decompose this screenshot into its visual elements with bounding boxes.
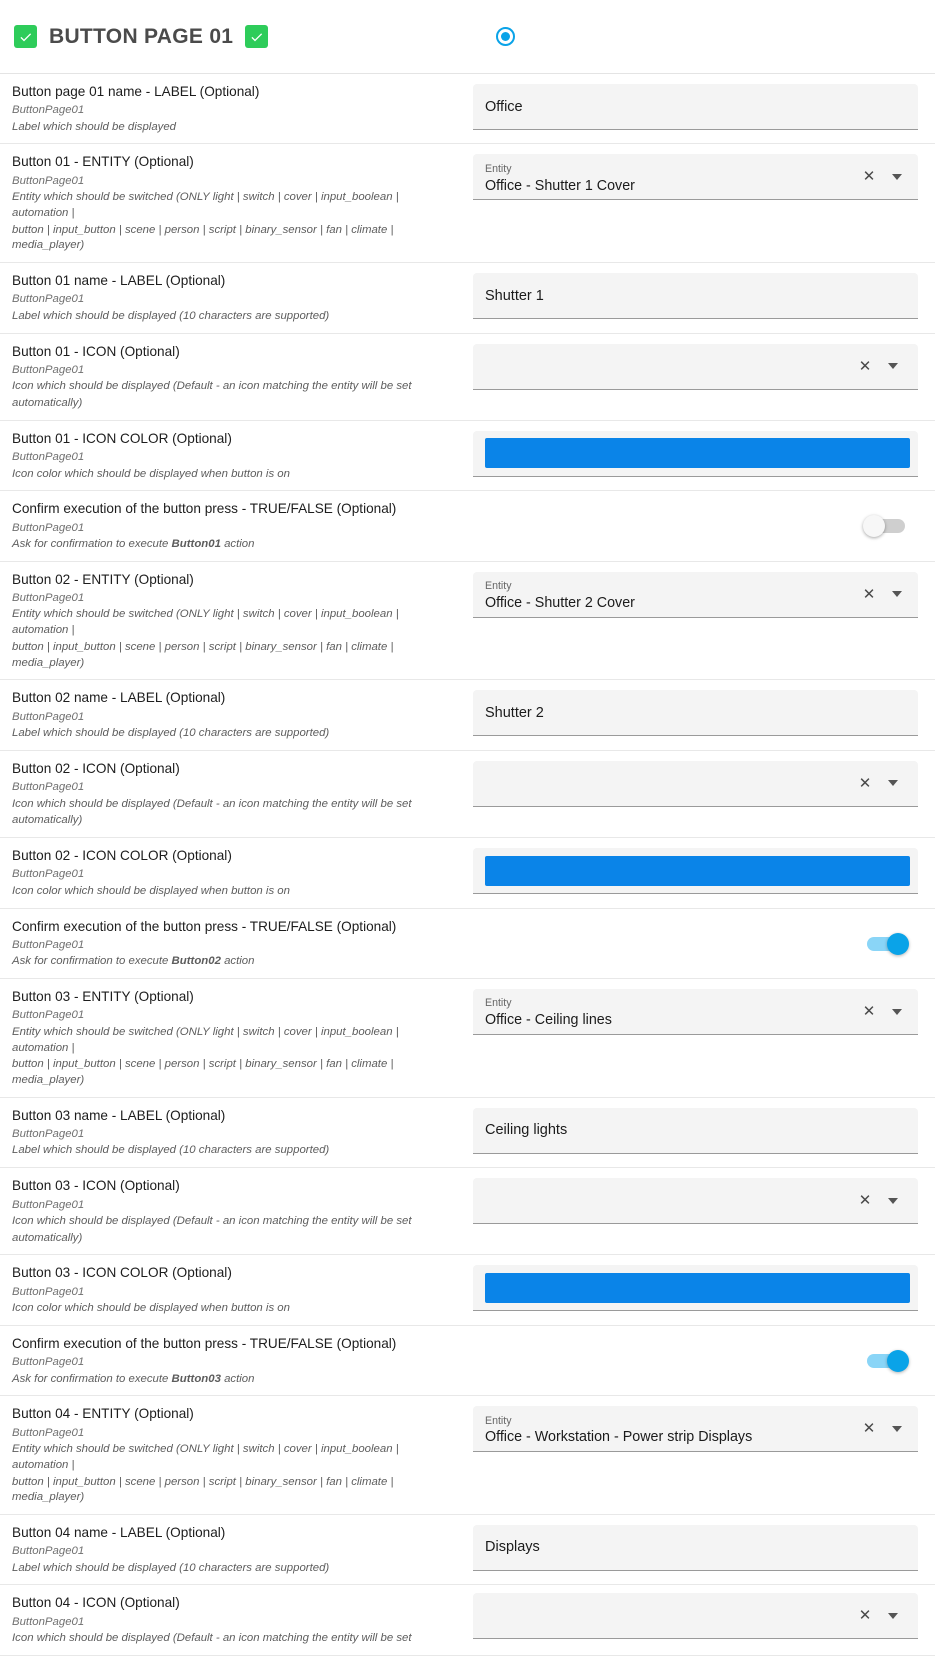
desc-bold: Button01 — [171, 538, 221, 551]
chevron-down-icon[interactable] — [880, 1603, 906, 1629]
close-icon[interactable]: ✕ — [862, 1003, 876, 1021]
field-label-block — [0, 1326, 470, 1395]
field-label-block — [0, 1255, 470, 1324]
field-row — [0, 680, 935, 750]
chevron-down-icon[interactable] — [884, 164, 910, 190]
entity-picker[interactable] — [473, 1406, 918, 1452]
entity-caption: Entity — [485, 580, 512, 593]
field-control — [470, 263, 935, 332]
input-value: Displays — [485, 1539, 540, 1556]
entity-caption: Entity — [485, 1414, 512, 1427]
color-swatch[interactable] — [485, 856, 910, 886]
field-row — [0, 1326, 935, 1396]
icon-color-picker[interactable] — [473, 848, 918, 894]
field-description: Icon color which should be displayed when button is on — [12, 1302, 290, 1315]
field-description-cont: automatically) — [12, 814, 83, 827]
field-label: Button 04 name - LABEL (Optional) — [12, 1524, 226, 1540]
field-label-block — [0, 680, 470, 749]
chevron-down-icon[interactable] — [884, 999, 910, 1025]
entity-value: Office - Shutter 2 Cover — [485, 594, 635, 611]
field-description-cont: button | input_button | scene | person | script | binary_sensor | fan | climate | media_player) — [12, 1475, 394, 1504]
field-control — [470, 562, 935, 680]
field-label-block — [0, 1515, 470, 1584]
desc-post: action — [220, 955, 255, 968]
field-label: Button page 01 name - LABEL (Optional) — [12, 84, 260, 99]
button-name-input[interactable] — [473, 1108, 918, 1154]
field-prefix: ButtonPage01 — [12, 1615, 85, 1628]
field-description: Icon which should be displayed (Default - an icon matching the entity will be set — [12, 1214, 412, 1227]
field-label-block — [0, 1396, 470, 1514]
field-control — [470, 751, 935, 837]
page-radio[interactable] — [496, 27, 515, 46]
field-description: Entity which should be switched (ONLY light | switch | cover | input_boolean | automation | — [12, 1025, 399, 1054]
field-control — [470, 1168, 935, 1254]
chevron-down-icon[interactable] — [880, 353, 906, 379]
field-description-cont: button | input_button | scene | person | script | binary_sensor | fan | climate | media_player) — [12, 1058, 394, 1086]
icon-value — [485, 364, 846, 368]
field-prefix: ButtonPage01 — [12, 1356, 85, 1369]
field-row — [0, 909, 935, 979]
field-prefix: ButtonPage01 — [12, 592, 85, 605]
field-description-cont: automatically) — [12, 397, 83, 410]
field-label: Confirm execution of the button press - TRUE/FALSE (Optional) — [12, 918, 397, 934]
field-description — [12, 954, 458, 970]
field-row — [0, 1396, 935, 1515]
field-control — [470, 334, 935, 420]
field-description: Label which should be displayed — [12, 120, 177, 133]
field-row — [0, 1255, 935, 1325]
field-description — [12, 537, 458, 553]
close-icon[interactable]: ✕ — [862, 585, 876, 603]
input-value: Ceiling lights — [485, 1122, 568, 1139]
toggle-knob[interactable] — [863, 515, 885, 537]
icon-picker[interactable] — [473, 1593, 918, 1639]
desc-pre: Ask for confirmation to execute — [12, 955, 172, 968]
field-control — [470, 1255, 935, 1324]
field-prefix: ButtonPage01 — [12, 710, 85, 723]
field-label: Button 01 - ICON (Optional) — [12, 343, 180, 359]
icon-picker[interactable] — [473, 1178, 918, 1224]
radio-selected-icon[interactable] — [496, 27, 515, 46]
field-label: Button 02 - ICON (Optional) — [12, 760, 180, 776]
field-label: Button 03 - ICON (Optional) — [12, 1178, 180, 1194]
field-label-block — [0, 751, 470, 837]
field-label: Confirm execution of the button press - TRUE/FALSE (Optional) — [12, 1335, 397, 1351]
field-label-block — [0, 979, 470, 1097]
field-description — [12, 1372, 458, 1388]
field-prefix: ButtonPage01 — [12, 1009, 85, 1022]
field-label: Button 02 - ENTITY (Optional) — [12, 571, 194, 587]
desc-post: action — [220, 538, 255, 551]
icon-picker[interactable] — [473, 344, 918, 390]
field-label-block — [0, 1585, 470, 1654]
field-control — [470, 1585, 935, 1654]
entity-picker[interactable] — [473, 154, 918, 200]
field-label: Button 01 - ENTITY (Optional) — [12, 154, 194, 170]
field-label-block — [0, 1168, 470, 1254]
field-description: Entity which should be switched (ONLY light | switch | cover | input_boolean | automation | — [12, 191, 399, 219]
field-row — [0, 1098, 935, 1168]
field-row — [0, 144, 935, 263]
field-label: Button 03 - ENTITY (Optional) — [12, 989, 194, 1005]
desc-pre: Ask for confirmation to execute — [12, 1372, 172, 1385]
color-swatch[interactable] — [485, 1273, 910, 1303]
field-label-block — [0, 421, 470, 490]
field-description: Label which should be displayed (10 characters are supported) — [12, 727, 330, 740]
desc-bold: Button03 — [171, 1372, 221, 1385]
field-description: Label which should be displayed (10 characters are supported) — [12, 309, 330, 322]
entity-picker[interactable] — [473, 572, 918, 618]
field-label-block — [0, 263, 470, 332]
field-prefix: ButtonPage01 — [12, 363, 85, 376]
field-control — [470, 144, 935, 262]
field-control — [470, 491, 935, 560]
field-label: Button 01 - ICON COLOR (Optional) — [12, 430, 232, 446]
field-label: Button 02 - ICON COLOR (Optional) — [12, 848, 232, 864]
field-row — [0, 74, 935, 144]
field-description: Entity which should be switched (ONLY light | switch | cover | input_boolean | automation | — [12, 608, 399, 637]
field-label-block — [0, 909, 470, 978]
field-description: Entity which should be switched (ONLY light | switch | cover | input_boolean | automation | — [12, 1443, 399, 1471]
field-description-cont: button | input_button | scene | person | script | binary_sensor | fan | climate | media_player) — [12, 223, 394, 252]
desc-post: action — [220, 1372, 255, 1385]
field-control — [470, 838, 935, 907]
field-row — [0, 1515, 935, 1585]
close-icon[interactable]: ✕ — [858, 774, 872, 792]
field-control — [470, 1326, 935, 1395]
check-icon-right — [245, 25, 268, 48]
field-label-block — [0, 562, 470, 680]
field-label: Button 03 name - LABEL (Optional) — [12, 1107, 226, 1123]
input-value: Office — [485, 98, 523, 115]
close-icon[interactable]: ✕ — [862, 1420, 876, 1438]
close-icon[interactable]: ✕ — [858, 1192, 872, 1210]
field-control — [470, 1396, 935, 1514]
icon-value — [485, 1199, 846, 1203]
button-name-input[interactable] — [473, 690, 918, 736]
check-icon-left — [14, 25, 37, 48]
button-name-input[interactable] — [473, 273, 918, 319]
field-control — [470, 909, 935, 978]
entity-value: Office - Shutter 1 Cover — [485, 177, 635, 194]
field-control — [470, 1098, 935, 1167]
close-icon[interactable]: ✕ — [858, 1607, 872, 1625]
entity-picker[interactable] — [473, 989, 918, 1035]
field-label-block — [0, 144, 470, 262]
field-prefix: ButtonPage01 — [12, 781, 85, 794]
field-label-block — [0, 74, 470, 143]
chevron-down-icon[interactable] — [880, 770, 906, 796]
field-description-cont: button | input_button | scene | person | script | binary_sensor | fan | climate | media_player) — [12, 640, 394, 669]
field-row — [0, 263, 935, 333]
field-prefix: ButtonPage01 — [12, 1128, 85, 1141]
icon-color-picker[interactable] — [473, 1265, 918, 1311]
field-label-block — [0, 334, 470, 420]
field-prefix: ButtonPage01 — [12, 293, 85, 306]
field-label: Button 02 name - LABEL (Optional) — [12, 690, 226, 706]
field-row — [0, 979, 935, 1098]
desc-pre: Ask for confirmation to execute — [12, 538, 172, 551]
field-control — [470, 979, 935, 1097]
field-description: Label which should be displayed (10 characters are supported) — [12, 1561, 330, 1574]
field-description: Icon which should be displayed (Default - an icon matching the entity will be set — [12, 380, 412, 393]
field-row — [0, 1585, 935, 1655]
field-row — [0, 1168, 935, 1255]
field-prefix: ButtonPage01 — [12, 1545, 85, 1558]
field-row — [0, 838, 935, 908]
field-prefix: ButtonPage01 — [12, 104, 85, 117]
field-prefix: ButtonPage01 — [12, 451, 85, 464]
page-title: BUTTON PAGE 01 — [49, 24, 234, 48]
entity-value: Office - Ceiling lines — [485, 1012, 612, 1029]
field-description: Icon which should be displayed (Default - an icon matching the entity will be set — [12, 797, 412, 810]
field-prefix: ButtonPage01 — [12, 174, 85, 187]
field-row — [0, 562, 935, 681]
field-label: Button 04 - ICON (Optional) — [12, 1595, 180, 1611]
entity-caption: Entity — [485, 162, 512, 175]
field-description: Label which should be displayed (10 characters are supported) — [12, 1144, 330, 1157]
field-control — [470, 1515, 935, 1584]
field-prefix: ButtonPage01 — [12, 1426, 85, 1439]
entity-caption: Entity — [485, 997, 512, 1010]
close-icon[interactable]: ✕ — [862, 168, 876, 186]
confirm-toggle[interactable] — [863, 515, 909, 537]
field-prefix: ButtonPage01 — [12, 1198, 85, 1211]
desc-bold: Button02 — [171, 955, 221, 968]
field-label-block — [0, 491, 470, 560]
field-prefix: ButtonPage01 — [12, 1285, 85, 1298]
page-name-input[interactable] — [473, 84, 918, 130]
toggle-knob[interactable] — [887, 933, 909, 955]
field-prefix: ButtonPage01 — [12, 938, 85, 951]
field-label-block — [0, 838, 470, 907]
field-label: Button 04 - ENTITY (Optional) — [12, 1406, 194, 1422]
toggle-knob[interactable] — [887, 1350, 909, 1372]
confirm-toggle[interactable] — [863, 1350, 909, 1372]
field-row — [0, 421, 935, 491]
confirm-toggle[interactable] — [863, 933, 909, 955]
field-description: Icon color which should be displayed when button is on — [12, 884, 290, 897]
icon-value — [485, 781, 846, 785]
field-description: Icon which should be displayed (Default - an icon matching the entity will be set — [12, 1632, 412, 1645]
field-prefix: ButtonPage01 — [12, 868, 85, 881]
field-description: Icon color which should be displayed when button is on — [12, 467, 290, 480]
chevron-down-icon[interactable] — [884, 1416, 910, 1442]
field-row — [0, 491, 935, 561]
field-label: Confirm execution of the button press - TRUE/FALSE (Optional) — [12, 501, 397, 517]
icon-value — [485, 1614, 846, 1618]
chevron-down-icon[interactable] — [880, 1188, 906, 1214]
input-value: Shutter 1 — [485, 287, 544, 304]
icon-picker[interactable] — [473, 761, 918, 807]
page-header — [0, 0, 935, 74]
input-value: Shutter 2 — [485, 704, 544, 721]
field-label: Button 01 name - LABEL (Optional) — [12, 273, 226, 289]
entity-value: Office - Workstation - Power strip Displays — [485, 1429, 753, 1446]
field-prefix: ButtonPage01 — [12, 521, 85, 534]
icon-color-picker[interactable] — [473, 431, 918, 477]
field-row — [0, 751, 935, 838]
color-swatch[interactable] — [485, 438, 910, 468]
field-control — [470, 680, 935, 749]
field-control — [470, 421, 935, 490]
field-description-cont: automatically) — [12, 1231, 83, 1244]
field-row — [0, 334, 935, 421]
field-control — [470, 74, 935, 143]
button-name-input[interactable] — [473, 1525, 918, 1571]
field-label-block — [0, 1098, 470, 1167]
chevron-down-icon[interactable] — [884, 581, 910, 607]
close-icon[interactable]: ✕ — [858, 357, 872, 375]
field-label: Button 03 - ICON COLOR (Optional) — [12, 1265, 232, 1281]
